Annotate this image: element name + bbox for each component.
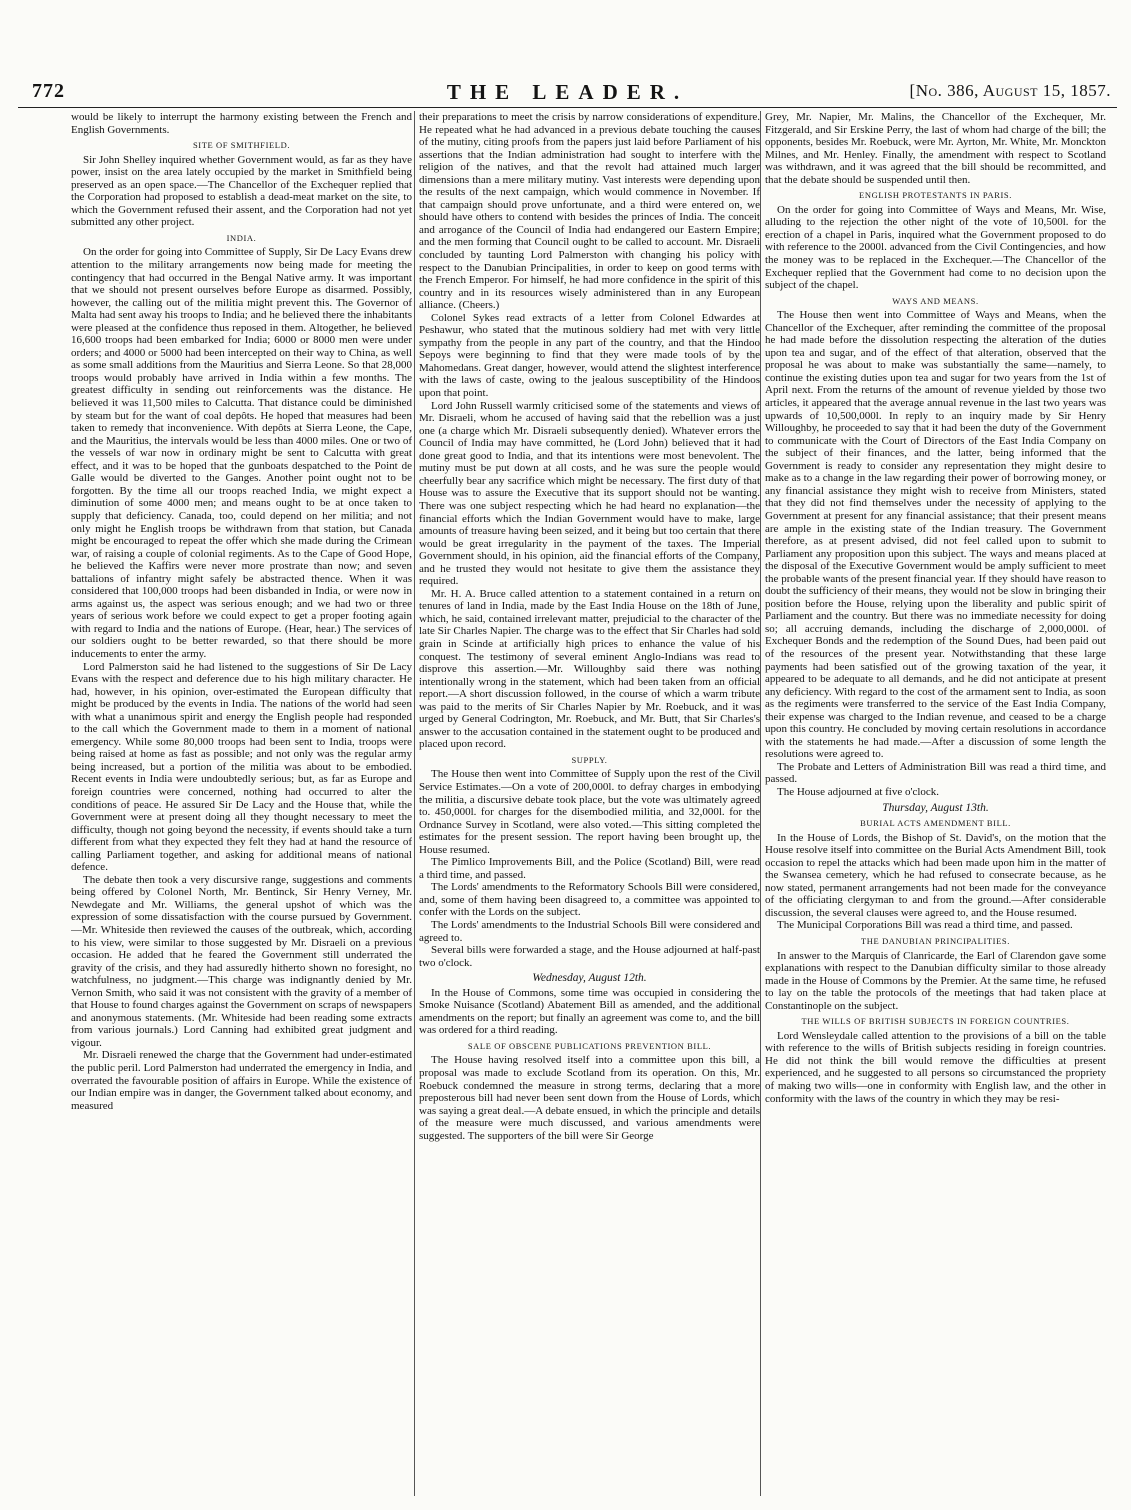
masthead bbox=[18, 80, 1117, 110]
paragraph: The Lords' amendments to the Industrial Schools Bill were considered and agreed to. bbox=[419, 919, 760, 944]
paragraph: Grey, Mr. Napier, Mr. Malins, the Chancellor of the Exchequer, Mr. Fitzgerald, and Sir Erskine Perry, the last of whom had charge of the bill; the opponents, besides Mr. Roebuck, were Mr. Ayrton, Mr. White, Mr. Monckton Milnes, and Mr. Henley. Finally, the amendment with respect to Scotland was withdrawn, and it was agreed that the bill should be recommitted, and that the debate should be suspended until then. bbox=[765, 111, 1106, 186]
section-heading: THE WILLS OF BRITISH SUBJECTS IN FOREIGN COUNTRIES. bbox=[801, 1016, 1070, 1027]
paragraph: Lord Wensleydale called attention to the provisions of a bill on the table with reference to the wills of British subjects residing in foreign countries. He did not think the bill would remove the difficulties at present experienced, and he suggested to all persons so circumstanced the propriety of making two wills—one in conformity with English law, and the other in conformity with the laws of the country in which they may be resi- bbox=[765, 1029, 1106, 1105]
header-rule bbox=[18, 107, 1117, 108]
paragraph: On the order for going into Committee of Supply, Sir De Lacy Evans drew attention to the military arrangements now being made for meeting the contingency that had occurred in the Bengal Native army. It was important that we should not present ourselves before Europe as disarmed. Possibly, however, the calling out of the militia might prevent this. The Governor of Malta had sent away his troops to India; and he believed there the inhabitants were pleased at the confidence thus reposed in them. Altogether, he believed 16,600 troops had been embarked for India; 6000 or 8000 men were under orders; and 4000 or 5000 had been intercepted on their way to China, as well as some small additions from the Mauritius and Sierra Leone. So that 28,000 troops would probably have arrived in India within a few months. The greatest difficulty in sending out reinforcements was the distance. He believed it was 11,500 miles to Calcutta. That distance could be diminished by steam but for the want of coal depôts. He hoped that measures had been taken to remedy that inconvenience. With depôts at Sierra Leone, the Cape, and the Mauritius, the intervals would be less than 4000 miles. One or two of the vessels of war now in ordinary might be sent to Calcutta with great effect, and it was to be hoped that the gunboats despatched to the Point de Galle would be diverted to the Ganges. Another point ought not to be forgotten. By the time all our troops reached India, we might expect a diminution of some 4000 men; and means ought to be at once taken to supply that deficiency. Canada, too, could depend on her militia; and not only might he English troops be withdrawn from that station, but Canada might be encouraged to repeat the offer which she made during the Crimean war, of raising a couple of colonial regiments. As to the Cape of Good Hope, he believed the Kaffirs were never more prostrate than now; and seven battalions of infantry might safely be abstracted thence. When it was considered that 100,000 troops had been disbanded in India, or were now in arms against us, the aspect was serious enough; and we had two or three years of serious work before we could expect to get a proper footing again with regard to India and the nations of Europe. (Hear, hear.) The services of our soldiers ought to be better rewarded, so that there should be more inducements to enter the army. bbox=[71, 246, 412, 660]
section-heading: BURIAL ACTS AMENDMENT BILL. bbox=[860, 818, 1011, 829]
paragraph: The House adjourned at five o'clock. bbox=[777, 785, 940, 798]
paragraph: In answer to the Marquis of Clanricarde, the Earl of Clarendon gave some explanations with respect to the Danubian difficulty similar to those already made in the House of Commons by the Premier. At the same time, he refused to lay on the table the protocols of the meetings that had taken place at Constantinople on the subject. bbox=[765, 949, 1106, 1012]
date-heading: Thursday, August 13th. bbox=[882, 801, 989, 814]
paragraph: The House then went into Committee of Ways and Means, when the Chancellor of the Exchequer, after reminding the committee of the proposal he had made before the dissolution respecting the alteration of the duties upon tea and sugar, and of the effect of that alteration, observed that the proposal he was about to make was substantially the same—namely, to continue the existing duties upon tea and sugar for two years from the 1st of April next. From the returns of the amount of revenue yielded by those two articles, it appeared that the average annual revenue in the last two years was upwards of 10,500,000l. In reply to an inquiry made by Sir Henry Willoughby, he proceeded to say that it had been the duty of the Government to communicate with the Court of Directors of the East India Company on the subject of their finances, and the latter, being informed that the Government is ready to consider any representation they might desire to make as to a change in the law regarding their power of borrowing money, or any financial assistance they might wish to receive from Ministers, stated that they did not find themselves under the necessity of applying to the Government at present for any financial assistance; that their present means are ample in the existing state of the Indian treasury. The Government therefore, as at present advised, did not feel called upon to submit to Parliament any proposition upon this subject. The ways and means placed at the disposal of the Executive Government would be amply sufficient to meet the probable wants of the present financial year. If they should have reason to doubt the sufficiency of their means, they would not be slow in bringing their position before the House, relying upon the liberality and public spirit of Parliament and the country. But there was no immediate necessity for doing so; all accruing demands, including the discharge of 2,000,000l. of Exchequer Bonds and the redemption of the Sound Dues, had been paid out of the resources of the present year. Notwithstanding that these large payments had been satisfied out of the growing taxation of the year, it appeared to be adequate to all demands, and he did not anticipate at present any deficiency. With regard to the cost of the armament sent to India, as soon as the regiments were transferred to the service of the East India Company, their expense was charged to the Indian revenue, and ceased to be a charge upon this country. He concluded by moving certain resolutions in accordance with the statements he had made.—After a discussion of some length the resolutions were agreed to. bbox=[765, 309, 1106, 761]
paragraph: The Probate and Letters of Administration Bill was read a third time, and passed. bbox=[765, 760, 1106, 786]
column-1 bbox=[71, 111, 412, 1496]
issue-date: [No. 386, August 15, 1857. bbox=[909, 81, 1111, 100]
paragraph: In the House of Lords, the Bishop of St. David's, on the motion that the House resolve itself into committee on the Burial Acts Amendment Bill, took occasion to repel the attacks which had been made upon him in the matter of the Swansea cemetery, which he had refused to consecrate because, as he now stated, permanent arrangements had not been made for the conveyance of the officiating clergyman to and from the ground.—After considerable discussion, the several clauses were agreed to, and the House resumed. bbox=[765, 831, 1106, 919]
paragraph: Several bills were forwarded a stage, and the House adjourned at half-past two o'clock. bbox=[419, 944, 760, 969]
date-heading: Wednesday, August 12th. bbox=[532, 972, 647, 985]
section-heading: INDIA. bbox=[226, 232, 257, 243]
section-heading: THE DANUBIAN PRINCIPALITIES. bbox=[861, 936, 1010, 946]
paragraph: their preparations to meet the crisis by narrow considerations of expenditure. He repeated what he had advanced in a previous debate touching the causes of the mutiny, citing proofs from the papers just laid before Parliament of his assertions that the Indian administration had sought to interfere with the religion of the natives, and that the revolt had attained much larger dimensions than a mere military mutiny. Vast interests were depending upon the results of the next campaign, which would commence in November. If that campaign should prove unfortunate, and a third were entered on, we should have others to contend with besides the princes of India. The conceit and arrogance of the Council of India had endangered our Eastern Empire; and the men forming that Council ought to be called to account. Mr. Disraeli concluded by taunting Lord Palmerston with changing his policy with respect to the Danubian Principalities, in order to keep on good terms with the French Emperor. For himself, he had more confidence in the spirit of this country and in its resources wisely administered than in any European alliance. (Cheers.) bbox=[419, 111, 760, 312]
paragraph: On the order for going into Committee of Ways and Means, Mr. Wise, alluding to the rejection the other night of the vote of 10,500l. for the erection of a chapel in Paris, inquired what the Government proposed to do with reference to the 2000l. advanced from the Civil Contingencies, and how the money was to be replaced in the Exchequer.—The Chancellor of the Exchequer replied that the Government had come to no decision upon the subject of the chapel. bbox=[765, 203, 1106, 292]
paragraph: Lord Palmerston said he had listened to the suggestions of Sir De Lacy Evans with the respect and deference due to his high military character. He had, however, in his opinion, over-estimated the European difficulty that might be produced by the events in India. The nations of the world had seen with what a unanimous spirit and energy the English people had responded to the call which the Government made to them in a moment of national emergency. While some 80,000 troops had been sent to India, troops were being raised at home as fast as possible; and not only was the regular army being increased, but a portion of the militia was about to be embodied. Recent events in India were undoubtedly serious; but, as far as Europe and foreign countries were concerned, nothing had occurred to alter the conditions of peace. He assured Sir De Lacy and the House that, while the Government were at present doing all they thought necessary to meet the difficulty, though not going beyond the necessity, if events should take a turn different from what they expected they felt they had at hand the resource of calling Parliament together, and asking for additional means of national defence. bbox=[71, 660, 412, 874]
section-heading: SUPPLY. bbox=[571, 754, 608, 765]
paragraph: The House having resolved itself into a committee upon this bill, a proposal was made to exclude Scotland from its operation. On this, Mr. Roebuck condemned the measure in strong terms, declaring that a more preposterous bill had never been sent down from the House of Lords, which was saying a great deal.—A debate ensued, in which the principle and details of the measure were much discussed, and various amendments were suggested. The supporters of the bill were Sir George bbox=[419, 1054, 760, 1142]
paragraph: Lord John Russell warmly criticised some of the statements and views of Mr. Disraeli, whom he accused of having said that the rebellion was a just one (a charge which Mr. Disraeli subsequently denied). Whatever errors the Council of India may have committed, he (Lord John) believed that it had done great good to India, and that its intentions were most benevolent. The mutiny must be put down at all costs, and he was sure the people would cheerfully bear any sacrifice which might be necessary. The first duty of that House was to assure the Executive that its support should not be wanting. There was one subject respecting which he had heard no explanation—the financial efforts which the Indian Government would have to make, large amounts of treasure having been seized, and it being but too certain that there would be great irregularity in the payment of the taxes. The Imperial Government should, in his opinion, aid the financial efforts of the Company, and he trusted they would not hesitate to give them the assistance they required. bbox=[419, 399, 760, 588]
publication-title: THE LEADER. bbox=[446, 80, 689, 104]
paragraph: The Pimlico Improvements Bill, and the Police (Scotland) Bill, were read a third time, and passed. bbox=[419, 856, 760, 881]
paragraph: The House then went into Committee of Supply upon the rest of the Civil Service Estimates.—On a vote of 200,000l. to defray charges in embodying the militia, a discursive debate took place, but the vote was ultimately agreed to. 450,000l. for charges for the disembodied militia, and 32,000l. for the Ordnance Survey in Scotland, were also voted.—This sitting completed the estimates for the present session. The report having been brought up, the House resumed. bbox=[419, 768, 760, 856]
column-divider bbox=[414, 111, 415, 1496]
column-3 bbox=[765, 111, 1106, 1496]
paragraph: Mr. H. A. Bruce called attention to a statement contained in a return on tenures of land in India, made by the East India House on the 18th of June, which, he said, contained irrelevant matter, prejudicial to the character of the late Sir Charles Napier. The charge was to the effect that Sir Charles had sold grain in Scinde at artificially high prices to enhance the value of his conquest. The testimony of several eminent Anglo-Indians was read to disprove this assertion.—Mr. Willoughby said there was nothing intentionally wrong in the statement, which had been taken from an official report.—A short discussion followed, in the course of which a warm tribute was paid to the merits of Sir Charles Napier by Mr. Roebuck, and it was urged by General Codrington, Mr. Roebuck, and Mr. Butt, that Sir Charles's answer to the accusation contained in the statement ought to be produced and placed upon record. bbox=[419, 587, 760, 751]
paragraph: In the House of Commons, some time was occupied in considering the Smoke Nuisance (Scotland) Abatement Bill as amended, and the additional amendments on the report; but finally an agreement was come to, and the bill was ordered for a third reading. bbox=[419, 986, 760, 1037]
paragraph: Mr. Disraeli renewed the charge that the Government had under-estimated the public peril. Lord Palmerston had underrated the emergency in India, and overrated the favourable position of affairs in Europe. While the existence of our Indian empire was in danger, the Government talked about economy, and measured bbox=[71, 1049, 412, 1112]
column-2 bbox=[419, 111, 760, 1496]
section-heading: SALE OF OBSCENE PUBLICATIONS PREVENTION BILL. bbox=[467, 1040, 712, 1051]
column-divider bbox=[760, 111, 761, 1496]
paragraph: Colonel Sykes read extracts of a letter from Colonel Edwardes at Peshawur, who stated that the mutinous soldiery had met with very little sympathy from the people in any part of the country, and that the Hindoo Sepoys were beginning to find that they were made tools of by the Mahomedans. Great danger, however, would attend the slightest interference with the laws of caste, owing to the jealous susceptibility of the Hindoos upon that point. bbox=[419, 311, 760, 400]
paragraph: The debate then took a very discursive range, suggestions and comments being offered by Colonel North, Mr. Bentinck, Sir Henry Verney, Mr. Newdegate and Mr. Williams, the general upshot of which was the expression of some dissatisfaction with the course pursued by Government.—Mr. Whiteside then reviewed the causes of the outbreak, which, according to his view, were similar to those suggested by Mr. Disraeli on a previous occasion. He added that he feared the Government still underrated the gravity of the crisis, and they had assuredly hitherto shown no foresight, no watchfulness, no judgment.—This charge was indignantly denied by Mr. Vernon Smith, who said it was not consistent with the gravity of a member of that House to found charges against the Government on scraps of newspapers and anonymous statements. (Mr. Whiteside had been reading some extracts from various journals.) Lord Canning had exhibited great judgment and vigour. bbox=[71, 873, 412, 1049]
paragraph: The Municipal Corporations Bill was read a third time, and passed. bbox=[777, 919, 1073, 932]
page-number: 772 bbox=[32, 80, 65, 102]
paragraph: The Lords' amendments to the Reformatory Schools Bill were considered, and, some of them having been disagreed to, a committee was appointed to confer with the Lords on the subject. bbox=[419, 881, 760, 919]
paragraph: would be likely to interrupt the harmony existing between the French and English Governments. bbox=[71, 111, 412, 136]
paragraph: Sir John Shelley inquired whether Government would, as far as they have power, insist on the area lately occupied by the market in Smithfield being preserved as an open space.—The Chancellor of the Exchequer replied that the Corporation had proposed to establish a dead-meat market on the site, to which the Government refused their assent, and the Corporation had not yet submitted any other project. bbox=[71, 153, 412, 229]
section-heading: ENGLISH PROTESTANTS IN PARIS. bbox=[859, 190, 1012, 201]
section-heading: SITE OF SMITHFIELD. bbox=[192, 140, 291, 151]
section-heading: WAYS AND MEANS. bbox=[892, 295, 979, 306]
